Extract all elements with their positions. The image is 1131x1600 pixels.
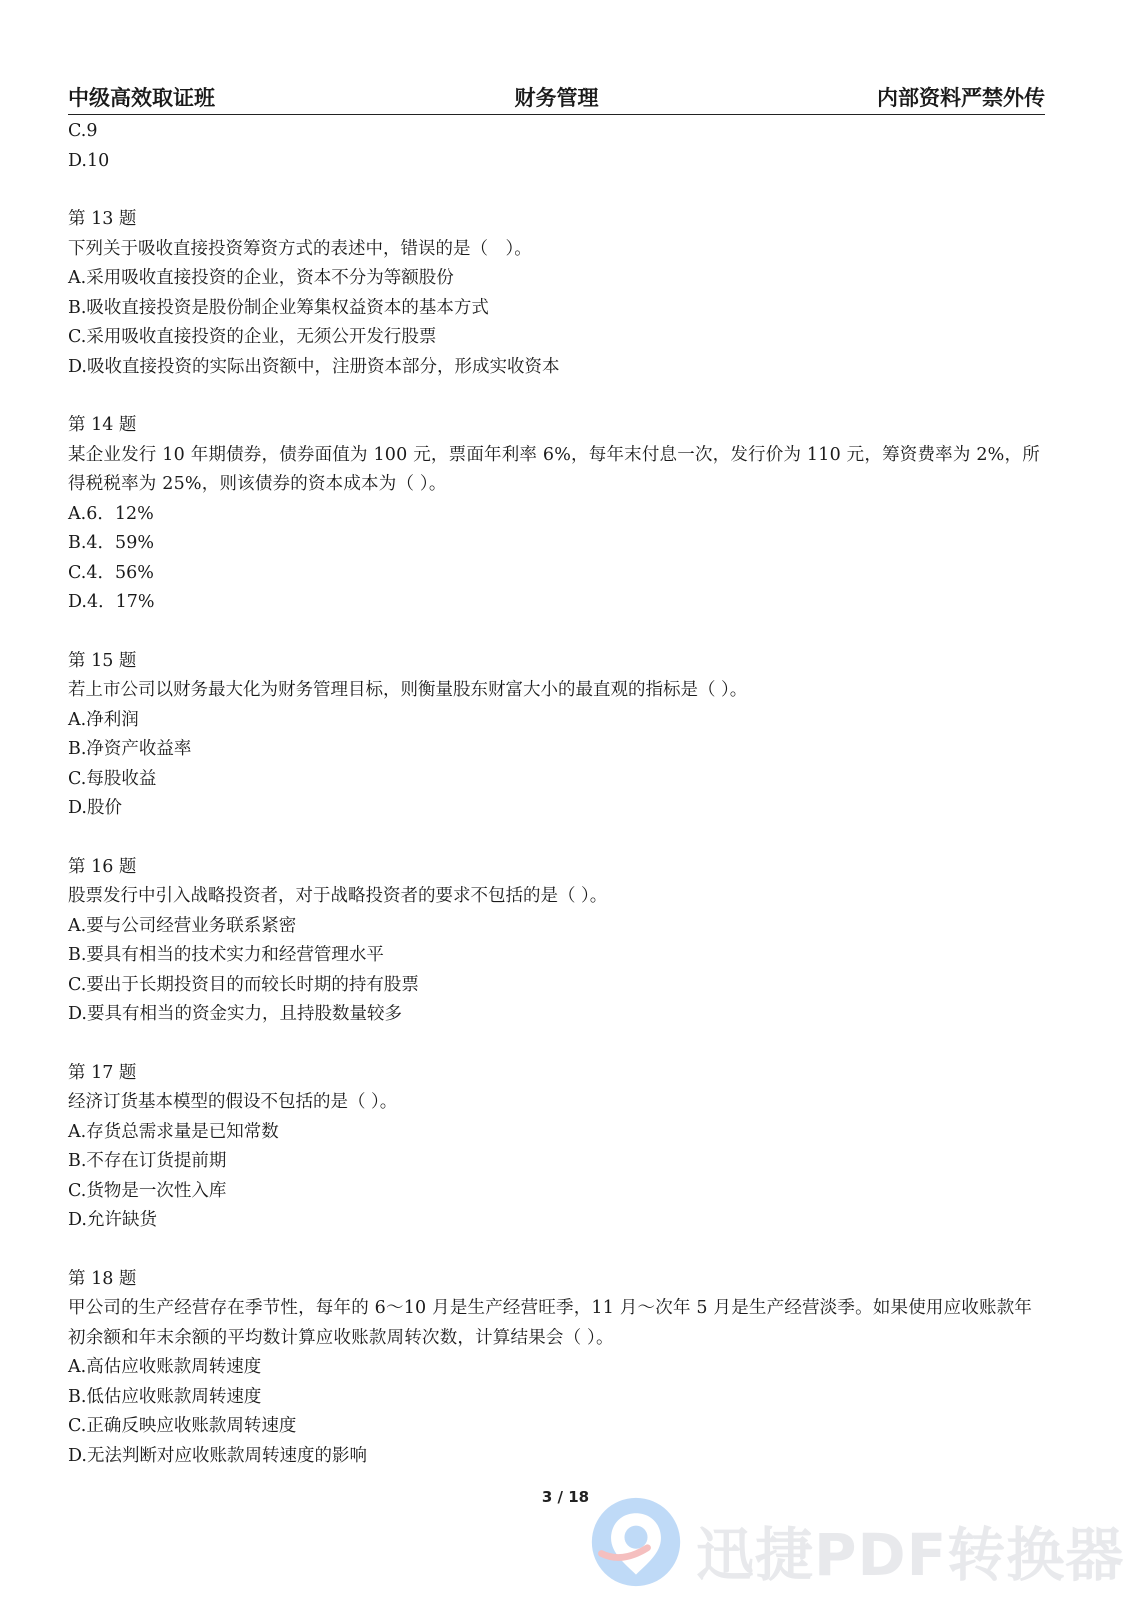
- watermark-text: 迅捷PDF转换器: [696, 1521, 1125, 1589]
- page-content: [68, 117, 1048, 1471]
- option-d: D.允许缺货: [68, 1210, 157, 1230]
- question-number: 第 16 题: [68, 856, 137, 877]
- watermark: [588, 1494, 1125, 1590]
- question-16: [68, 853, 1048, 1030]
- question-number: 第 17 题: [68, 1062, 137, 1083]
- question-17: [68, 1059, 1048, 1236]
- question-number: 第 15 题: [68, 650, 137, 671]
- xunjie-logo-icon: [588, 1494, 684, 1590]
- page-number: 3 / 18: [541, 1488, 590, 1506]
- option-b: B.不存在订货提前期: [68, 1151, 227, 1171]
- question-18: [68, 1265, 1048, 1472]
- question-stem: 下列关于吸收直接投资筹资方式的表述中，错误的是（ ）。: [68, 238, 532, 259]
- option-a: A.要与公司经营业务联系紧密: [68, 915, 297, 936]
- question-stem: 某企业发行 10 年期债券，债券面值为 100 元，票面年利率 6%，每年末付息一次，发行价为 110 元，筹资费率为 2%，所得税税率为 25%，则该债券的资本成本为（ ）。: [68, 444, 1040, 494]
- question-number: 第 18 题: [68, 1268, 137, 1289]
- option-b: B.要具有相当的技术实力和经营管理水平: [68, 945, 384, 965]
- option-a: A.净利润: [68, 709, 139, 730]
- option-b: B.低估应收账款周转速度: [68, 1386, 262, 1407]
- option-d: D.吸收直接投资的实际出资额中，注册资本部分，形成实收资本: [68, 356, 560, 377]
- option-d: D.10: [68, 150, 110, 171]
- option-a: A.高估应收账款周转速度: [68, 1357, 262, 1377]
- question-stem: 股票发行中引入战略投资者，对于战略投资者的要求不包括的是（ ）。: [68, 886, 608, 906]
- header-course-title: 中级高效取证班: [68, 86, 215, 110]
- option-a: A.6．12%: [68, 503, 154, 524]
- question-number: 第 13 题: [68, 209, 137, 229]
- option-a: A.存货总需求量是已知常数: [68, 1121, 279, 1142]
- header-confidential-notice: 内部资料严禁外传: [877, 86, 1045, 110]
- option-b: B.4．59%: [68, 533, 154, 553]
- question-stem: 经济订货基本模型的假设不包括的是（ ）。: [68, 1092, 398, 1112]
- question-13: [68, 205, 1048, 382]
- option-c: C.正确反映应收账款周转速度: [68, 1416, 297, 1436]
- question-stem: 甲公司的生产经营存在季节性，每年的 6～10 月是生产经营旺季，11 月～次年 5 月是生产经营淡季。如果使用应收账款年初余额和年末余额的平均数计算应收账款周转次数，计算结果会（ ）。: [68, 1298, 1033, 1348]
- header-subject-title: 财务管理: [514, 86, 599, 110]
- option-b: B.净资产收益率: [68, 739, 192, 759]
- option-d: D.4．17%: [68, 592, 155, 612]
- option-c: C.4．56%: [68, 562, 154, 583]
- option-c: C.采用吸收直接投资的企业，无须公开发行股票: [68, 327, 437, 347]
- option-c: C.要出于长期投资目的而较长时期的持有股票: [68, 974, 419, 995]
- option-c: C.货物是一次性入库: [68, 1180, 227, 1201]
- option-c: C.每股收益: [68, 768, 157, 789]
- question-stem: 若上市公司以财务最大化为财务管理目标，则衡量股东财富大小的最直观的指标是（ ）。: [68, 680, 748, 700]
- question-15: [68, 647, 1048, 824]
- option-a: A.采用吸收直接投资的企业，资本不分为等额股份: [68, 268, 454, 288]
- question-number: 第 14 题: [68, 415, 137, 435]
- option-c: C.9: [68, 121, 98, 141]
- option-d: D.股价: [68, 798, 122, 818]
- carryover-options: [68, 117, 1048, 176]
- page-header: [68, 80, 1045, 115]
- option-d: D.无法判断对应收账款周转速度的影响: [68, 1445, 367, 1466]
- question-14: [68, 411, 1048, 618]
- option-d: D.要具有相当的资金实力，且持股数量较多: [68, 1004, 402, 1024]
- option-b: B.吸收直接投资是股份制企业筹集权益资本的基本方式: [68, 297, 489, 318]
